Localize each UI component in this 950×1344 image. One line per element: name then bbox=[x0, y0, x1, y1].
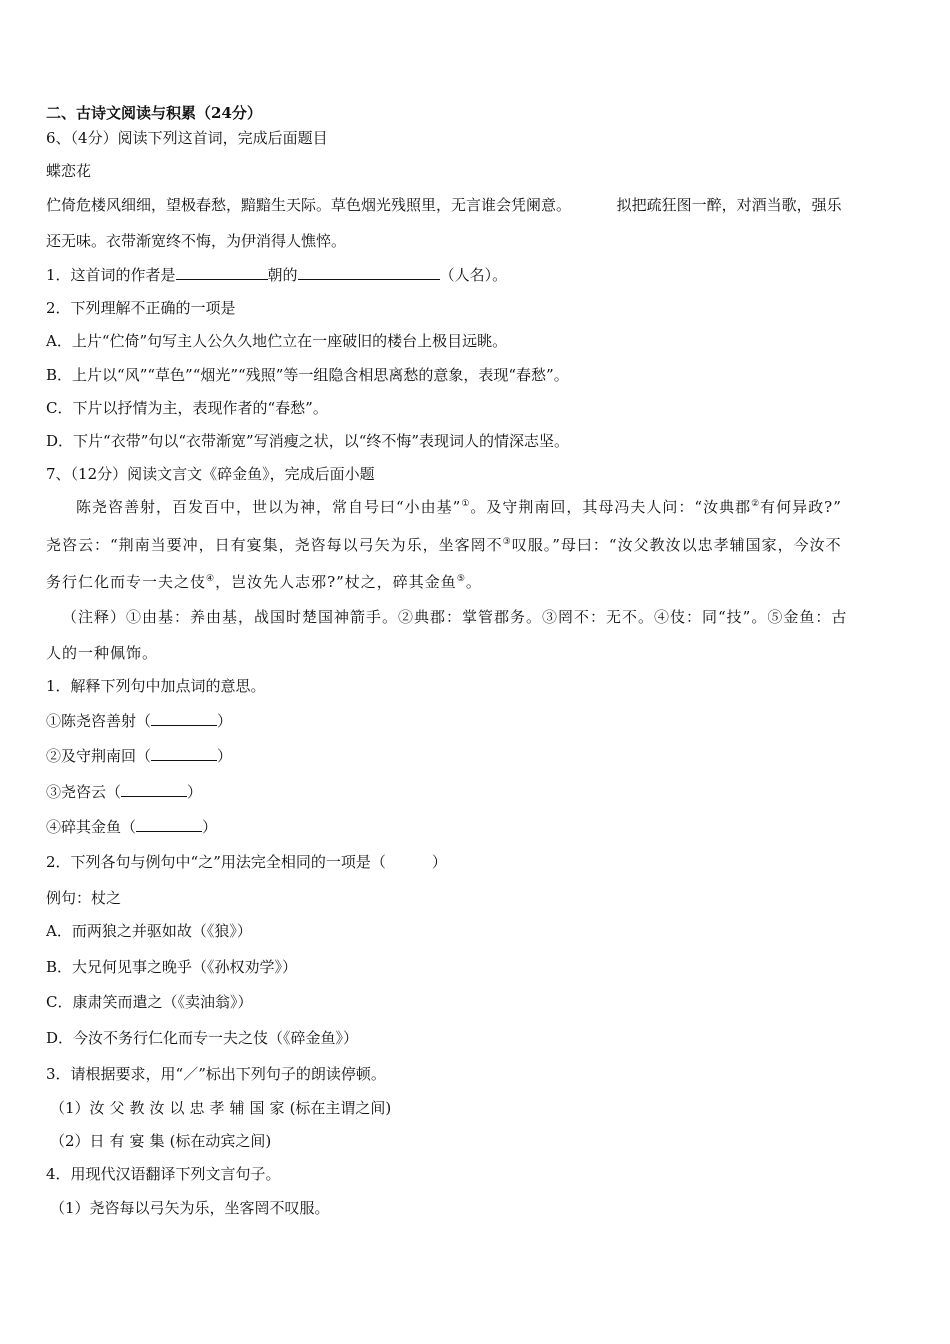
poem-line-1-lower: 拟把疏狂图一醉，对酒当歌，强乐 bbox=[616, 196, 842, 214]
passage-line-3 bbox=[46, 572, 482, 592]
sub3-item-1-hint: (标在主谓之间) bbox=[289, 1099, 392, 1117]
sub3-item-1-sentence[interactable]: 汝父教汝以忠孝辅国家 bbox=[89, 1099, 290, 1117]
answer-blank-1[interactable] bbox=[151, 710, 217, 726]
poem-title: 蝶恋花 bbox=[46, 162, 92, 180]
item-4-close: ） bbox=[202, 818, 218, 836]
poem-line-1-upper: 伫倚危楼风细细，望极春愁，黯黯生天际。草色烟光残照里，无言谁会凭阑意。 bbox=[46, 196, 572, 214]
q6-sub2: 2．下列理解不正确的一项是 bbox=[46, 299, 236, 317]
q6-sub1-text-c: （人名）。 bbox=[439, 266, 508, 284]
answer-blank-2[interactable] bbox=[151, 745, 217, 761]
passage-line-1 bbox=[76, 497, 842, 517]
passage-1a: 陈尧咨善射，百发百中，世以为神，常自号曰“小由基” bbox=[76, 498, 462, 516]
q7-sub3: 3．请根据要求，用“／”标出下列句子的朗读停顿。 bbox=[46, 1065, 386, 1083]
answer-blank-author[interactable] bbox=[298, 264, 440, 280]
item-3-close: ） bbox=[187, 783, 203, 801]
passage-3a: 务行仁化而专一夫之伎 bbox=[46, 573, 207, 591]
note-1: ① bbox=[461, 499, 471, 509]
passage-2a: 尧咨云：“荆南当要冲，日有宴集，尧咨每以弓矢为乐，坐客罔不 bbox=[46, 536, 503, 554]
q7-sub4-item-1: （1）尧咨每以弓矢为乐，坐客罔不叹服。 bbox=[50, 1199, 330, 1217]
q7-sub3-item-1 bbox=[50, 1098, 391, 1118]
example-sentence: 例句：杖之 bbox=[46, 889, 122, 907]
note-5: ⑤ bbox=[456, 574, 466, 584]
q7-sub3-item-2 bbox=[50, 1131, 271, 1151]
q6-option-a: A．上片“伫倚”句写主人公久久地伫立在一座破旧的楼台上极目远眺。 bbox=[46, 332, 508, 350]
q6-option-c: C．下片以抒情为主，表现作者的“春愁”。 bbox=[46, 399, 328, 417]
note-2: ② bbox=[751, 499, 761, 509]
sub3-item-2-num: （2） bbox=[50, 1132, 90, 1150]
q6-sub1-text-a: 1．这首词的作者是 bbox=[46, 266, 176, 284]
answer-blank-dynasty[interactable] bbox=[176, 264, 268, 280]
item-1-close: ） bbox=[217, 712, 233, 730]
q6-stem: 6、（4分）阅读下列这首词，完成后面题目 bbox=[46, 129, 328, 147]
note-3: ③ bbox=[502, 537, 512, 547]
q7-sub1-item-4 bbox=[46, 816, 217, 837]
q7-sub2-text: 2．下列各句与例句中“之”用法完全相同的一项是（ bbox=[46, 853, 386, 871]
q7-sub1-item-1 bbox=[46, 710, 232, 731]
sub3-item-2-hint: (标在动宾之间) bbox=[169, 1132, 272, 1150]
annotation-line-2: 人的一种佩饰。 bbox=[46, 644, 159, 662]
note-4: ④ bbox=[206, 574, 216, 584]
q7-sub1-item-2 bbox=[46, 745, 232, 766]
passage-line-2 bbox=[46, 535, 842, 555]
q7-sub2-close: ） bbox=[431, 853, 447, 871]
item-2-text: ②及守荆南回（ bbox=[46, 747, 152, 765]
item-1-text: ①陈尧咨善射（ bbox=[46, 712, 152, 730]
sub3-item-1-num: （1） bbox=[50, 1099, 90, 1117]
answer-blank-4[interactable] bbox=[136, 816, 202, 832]
item-4-text: ④碎其金鱼（ bbox=[46, 818, 137, 836]
q7-sub2-option-c: C．康肃笑而遣之（《卖油翁》） bbox=[46, 993, 253, 1011]
q7-stem: 7、（12分）阅读文言文《碎金鱼》，完成后面小题 bbox=[46, 465, 375, 483]
q7-sub1: 1．解释下列句中加点词的意思。 bbox=[46, 677, 266, 695]
poem-line-1 bbox=[46, 195, 842, 215]
q7-sub2 bbox=[46, 852, 447, 872]
poem-line-2: 还无味。衣带渐宽终不悔，为伊消得人憔悴。 bbox=[46, 232, 347, 250]
q7-sub4: 4．用现代汉语翻译下列文言句子。 bbox=[46, 1165, 281, 1183]
passage-2b: 叹服。”母曰：“汝父教汝以忠孝辅国家，今汝不 bbox=[511, 536, 842, 554]
q7-sub1-item-3 bbox=[46, 781, 202, 802]
q6-sub1-text-b: 朝的 bbox=[267, 266, 298, 284]
annotation-line-1: （注释）①由基：养由基，战国时楚国神箭手。②典郡：掌管郡务。③罔不：无不。④伎：同“技”。⑤金鱼：古 bbox=[62, 608, 848, 626]
q7-sub2-option-b: B．大兄何见事之晚乎（《孙权劝学》） bbox=[46, 958, 298, 976]
q7-sub2-option-a: A．而两狼之并驱如故（《狼》） bbox=[46, 922, 252, 940]
item-2-close: ） bbox=[217, 747, 233, 765]
passage-3c: 。 bbox=[465, 573, 482, 591]
answer-blank-3[interactable] bbox=[121, 781, 187, 797]
passage-3b: ，岂汝先人志邪?”杖之，碎其金鱼 bbox=[215, 573, 457, 591]
q6-option-b: B．上片以“风”“草色”“烟光”“残照”等一组隐含相思离愁的意象，表现“春愁”。 bbox=[46, 366, 569, 384]
item-3-text: ③尧咨云（ bbox=[46, 783, 122, 801]
sub3-item-2-sentence[interactable]: 日有宴集 bbox=[89, 1132, 170, 1150]
section-heading: 二、古诗文阅读与积累（24分） bbox=[46, 104, 262, 122]
passage-1b: 。及守荆南回，其母冯夫人问：“汝典郡 bbox=[470, 498, 752, 516]
q7-sub2-option-d: D．今汝不务行仁化而专一夫之伎（《碎金鱼》） bbox=[46, 1029, 359, 1047]
q6-option-d: D．下片“衣带”句以“衣带渐宽”写消瘦之状，以“终不悔”表现词人的情深志坚。 bbox=[46, 432, 570, 450]
q6-sub1 bbox=[46, 264, 507, 285]
passage-1c: 有何异政?” bbox=[760, 498, 842, 516]
